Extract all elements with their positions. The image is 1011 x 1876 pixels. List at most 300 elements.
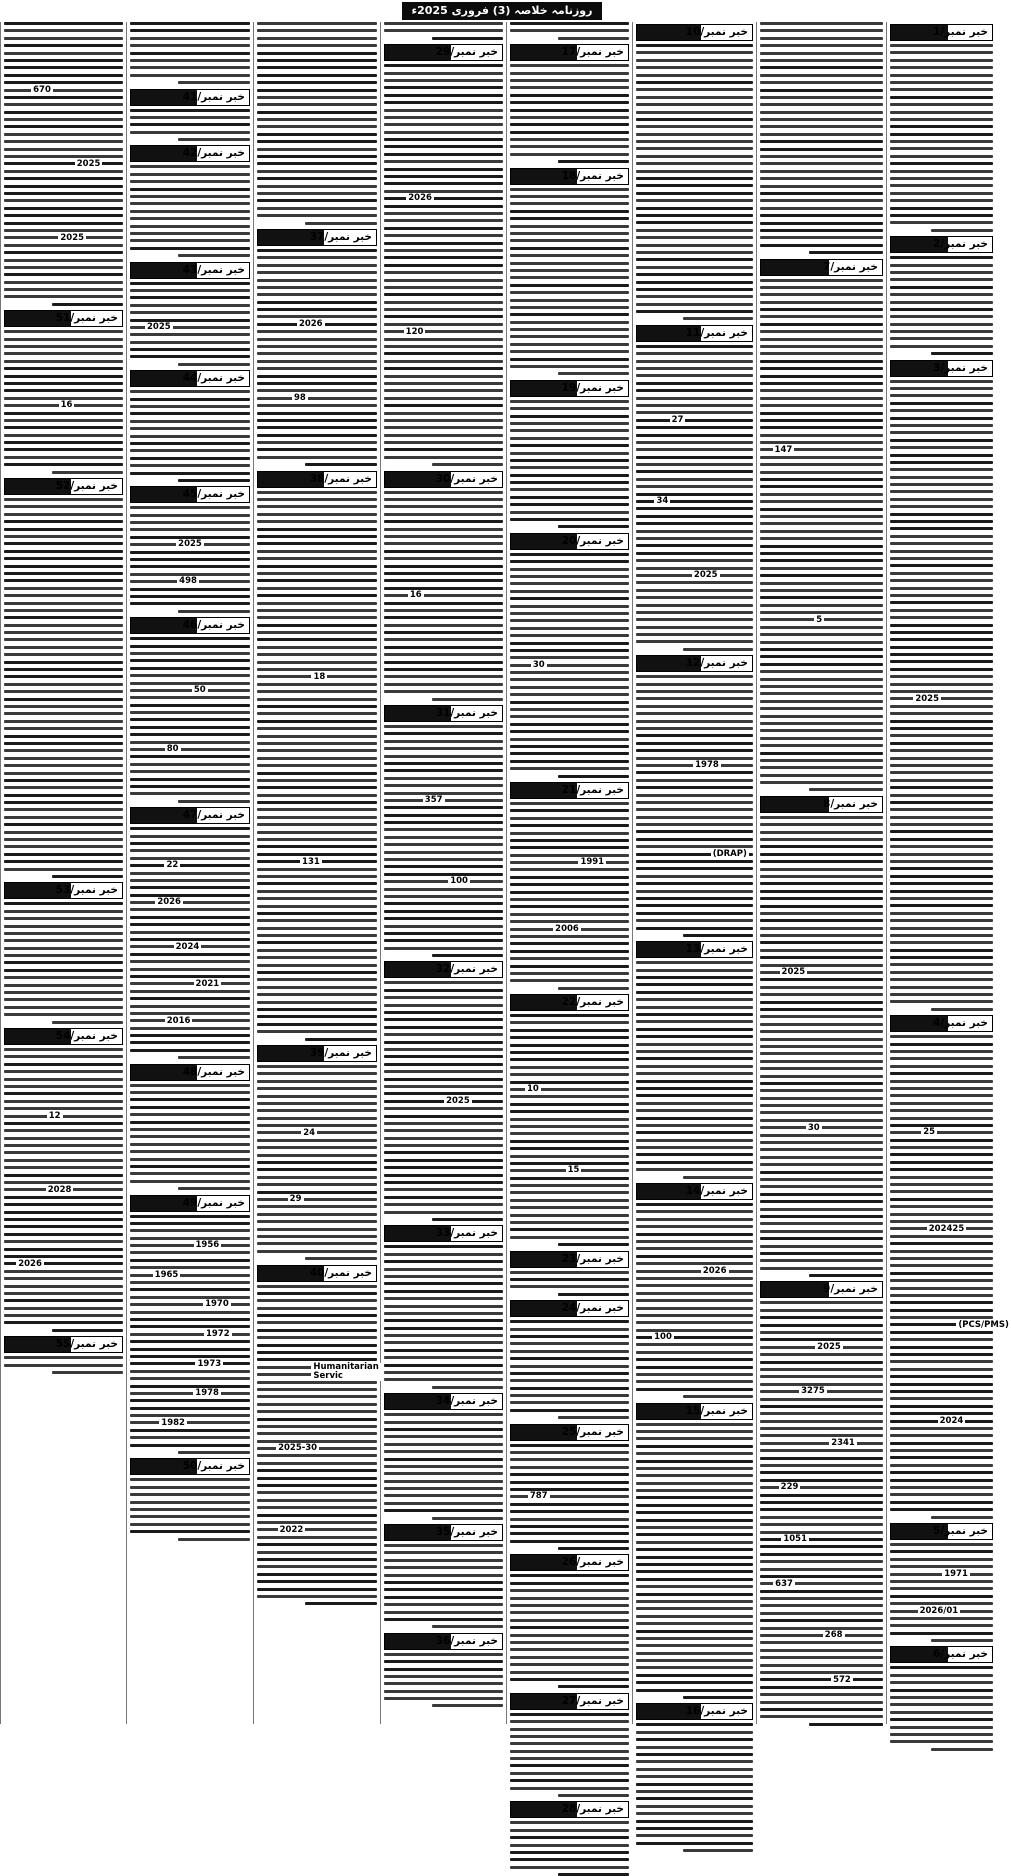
text-line <box>384 1509 503 1512</box>
inline-number: 34 <box>656 496 669 507</box>
text-line <box>130 1515 250 1518</box>
text-line <box>384 1697 503 1700</box>
text-line <box>130 1005 250 1008</box>
text-line <box>636 1834 753 1837</box>
text-line <box>257 1344 377 1347</box>
text-line <box>510 678 629 681</box>
text-line <box>636 604 753 607</box>
text-line <box>510 1597 629 1600</box>
text-line <box>636 1593 753 1596</box>
text-line <box>384 1203 503 1206</box>
text-line <box>760 1353 883 1356</box>
news-item-header <box>636 655 753 672</box>
inline-number: 2016 <box>166 1015 191 1026</box>
text-line <box>4 1055 123 1058</box>
text-line <box>384 1129 503 1132</box>
text-line <box>890 162 993 165</box>
text-line <box>4 808 123 811</box>
news-item <box>890 236 993 355</box>
text-line <box>130 59 250 62</box>
text-line <box>890 557 993 560</box>
text-line <box>384 1048 503 1051</box>
news-item-body <box>4 498 123 878</box>
text-line <box>510 597 629 600</box>
news-item-body <box>130 22 250 84</box>
text-line <box>890 51 993 54</box>
text-line <box>636 66 753 69</box>
news-item-header <box>760 259 883 276</box>
text-line <box>257 735 377 738</box>
text-line <box>890 278 993 281</box>
news-item <box>130 1195 250 1455</box>
text-line <box>257 286 377 289</box>
text-line <box>130 711 250 714</box>
text-line <box>257 638 377 641</box>
text-line <box>510 642 629 645</box>
text-line <box>890 1050 993 1053</box>
text-line <box>4 412 123 415</box>
news-item-header <box>510 168 629 185</box>
text-line <box>257 624 377 627</box>
text-line <box>257 1285 377 1288</box>
text-line <box>890 483 993 486</box>
text-line <box>636 1637 753 1640</box>
inline-number: 1970 <box>205 1299 229 1310</box>
text-line <box>384 426 503 429</box>
text-line <box>510 188 629 191</box>
text-line <box>636 192 753 195</box>
text-line <box>510 400 629 403</box>
text-line <box>257 177 377 180</box>
text-line <box>510 1118 629 1121</box>
text-line <box>636 867 753 870</box>
news-item-number: خبر نمبر/40 <box>309 1266 372 1279</box>
text-line <box>257 1381 377 1384</box>
text-line <box>130 1274 250 1277</box>
text-line <box>760 1097 883 1100</box>
text-line <box>636 1474 753 1477</box>
text-line <box>890 564 993 567</box>
text-line <box>636 1681 753 1684</box>
text-line <box>760 1001 883 1004</box>
text-line <box>257 66 377 69</box>
text-line <box>384 101 503 104</box>
inline-number: (PCS/PMS) <box>958 1319 1009 1330</box>
text-line <box>636 118 753 121</box>
text-line <box>636 352 753 355</box>
text-line <box>890 1726 993 1729</box>
text-line <box>4 1013 123 1016</box>
text-line <box>890 454 993 457</box>
text-line <box>384 397 503 400</box>
text-line <box>130 1172 250 1175</box>
text-line <box>510 94 629 97</box>
text-line <box>257 845 377 848</box>
text-line <box>890 934 993 937</box>
text-line <box>510 496 629 499</box>
text-line <box>890 476 993 479</box>
text-line <box>257 1015 377 1018</box>
text-line <box>257 727 377 730</box>
text-line <box>760 419 883 422</box>
text-line <box>130 1281 250 1284</box>
news-item-header <box>510 1554 629 1571</box>
text-line <box>384 602 503 605</box>
text-line <box>4 735 123 738</box>
text-line <box>130 551 250 554</box>
news-item-header <box>890 24 993 41</box>
text-line <box>384 1574 503 1577</box>
text-line <box>130 968 250 971</box>
news-item <box>130 370 250 482</box>
text-line <box>636 1124 753 1127</box>
text-line <box>130 558 250 561</box>
text-line <box>760 875 883 878</box>
text-line <box>510 466 629 469</box>
text-line <box>890 1000 993 1003</box>
article-column <box>506 22 632 1816</box>
text-line <box>890 1501 993 1504</box>
text-line <box>510 701 629 704</box>
text-line <box>384 1144 503 1147</box>
text-line <box>510 225 629 228</box>
text-line <box>510 1458 629 1461</box>
text-line <box>4 1159 123 1162</box>
text-line <box>130 109 250 112</box>
news-item-body <box>130 1084 250 1190</box>
news-item <box>384 705 503 957</box>
text-line <box>510 1357 629 1360</box>
text-line <box>890 971 993 974</box>
text-line <box>510 1648 629 1651</box>
text-line <box>130 1244 250 1247</box>
text-line <box>510 1155 629 1158</box>
text-line <box>384 448 503 451</box>
text-line <box>384 242 503 245</box>
text-line <box>510 1728 629 1731</box>
news-item <box>257 22 377 225</box>
news-item <box>130 1458 250 1540</box>
text-line <box>510 22 629 25</box>
text-line <box>558 37 629 40</box>
text-line <box>257 986 377 989</box>
news-item-header <box>257 1265 377 1282</box>
news-item-number: خبر نمبر/22 <box>561 996 624 1009</box>
news-item <box>384 1633 503 1708</box>
text-line <box>636 1768 753 1771</box>
text-line <box>760 81 883 84</box>
text-line <box>510 745 629 748</box>
text-line <box>636 1827 753 1830</box>
text-line <box>4 624 123 627</box>
inline-number: 1956 <box>195 1240 220 1251</box>
news-item <box>760 22 883 254</box>
text-line <box>760 752 883 755</box>
text-line <box>890 1257 993 1260</box>
text-line <box>4 192 123 195</box>
text-line <box>384 1004 503 1007</box>
news-item <box>636 1703 753 1852</box>
text-line <box>257 271 377 274</box>
text-line <box>510 1656 629 1659</box>
text-line <box>760 1038 883 1041</box>
text-line <box>760 964 883 967</box>
text-line <box>384 419 503 422</box>
text-line <box>384 131 503 134</box>
text-line <box>636 258 753 261</box>
text-line <box>890 646 993 649</box>
news-item-number: خبر نمبر/18 <box>561 169 624 182</box>
inline-number: 2006 <box>555 923 579 934</box>
text-line <box>384 1544 503 1547</box>
text-line <box>257 389 377 392</box>
text-line <box>384 72 503 75</box>
text-line <box>890 779 993 782</box>
text-line <box>4 1181 123 1184</box>
text-line <box>4 456 123 459</box>
text-line <box>384 653 503 656</box>
text-line <box>558 987 629 990</box>
text-line <box>760 426 883 429</box>
text-line <box>257 434 377 437</box>
text-line <box>760 905 883 908</box>
text-line <box>890 978 993 981</box>
text-line <box>760 552 883 555</box>
text-line <box>510 1611 629 1614</box>
inline-number: 2025 <box>178 539 202 550</box>
text-line <box>130 1041 250 1044</box>
text-line <box>890 1131 993 1134</box>
text-line <box>890 1587 993 1590</box>
text-line <box>4 853 123 856</box>
text-line <box>4 389 123 392</box>
text-line <box>890 330 993 333</box>
text-line <box>890 1397 993 1400</box>
text-line <box>384 690 503 693</box>
news-item <box>760 259 883 792</box>
text-line <box>890 1580 993 1583</box>
article-column <box>253 22 380 1724</box>
text-line <box>130 210 250 213</box>
text-line <box>510 913 629 916</box>
news-item-body <box>257 1065 377 1260</box>
text-line <box>305 1257 377 1260</box>
inline-number: 22 <box>166 860 179 871</box>
text-line <box>4 382 123 385</box>
text-line <box>384 1297 503 1300</box>
news-item-header <box>257 1045 377 1062</box>
text-line <box>510 437 629 440</box>
text-line <box>178 479 250 482</box>
text-line <box>257 59 377 62</box>
text-line <box>130 52 250 55</box>
news-item-header <box>636 325 753 342</box>
text-line <box>890 579 993 582</box>
text-line <box>4 917 123 920</box>
text-line <box>130 333 250 336</box>
news-item <box>130 89 250 142</box>
news-item-body <box>510 1444 629 1550</box>
text-line <box>636 493 753 496</box>
text-line <box>130 1012 250 1015</box>
text-line <box>636 1482 753 1485</box>
text-line <box>890 380 993 383</box>
text-line <box>890 140 993 143</box>
text-line <box>760 1331 883 1334</box>
text-line <box>178 81 250 84</box>
text-line <box>384 594 503 597</box>
text-line <box>636 1343 753 1346</box>
text-line <box>510 195 629 198</box>
text-line <box>384 947 503 950</box>
text-line <box>130 472 250 475</box>
text-line <box>178 254 250 257</box>
text-line <box>510 1444 629 1447</box>
text-line <box>384 1268 503 1271</box>
text-line <box>130 289 250 292</box>
text-line <box>4 1078 123 1081</box>
text-line <box>384 301 503 304</box>
text-line <box>510 1574 629 1577</box>
text-line <box>636 1652 753 1655</box>
text-line <box>760 1075 883 1078</box>
text-line <box>510 1663 629 1666</box>
text-line <box>890 1375 993 1378</box>
text-line <box>4 557 123 560</box>
text-line <box>178 800 250 803</box>
text-line <box>4 1364 123 1367</box>
text-line <box>4 823 123 826</box>
text-line <box>890 1287 993 1290</box>
text-line <box>4 838 123 841</box>
news-item-header <box>636 1183 753 1200</box>
news-item-number: خبر نمبر/11 <box>685 326 748 339</box>
text-line <box>130 755 250 758</box>
news-item-body <box>890 44 993 232</box>
text-line <box>510 202 629 205</box>
text-line <box>130 123 250 126</box>
text-line <box>760 1649 883 1652</box>
text-line <box>636 1812 753 1815</box>
text-line <box>890 520 993 523</box>
text-line <box>130 1325 250 1328</box>
news-item-body <box>510 1821 629 1876</box>
text-line <box>636 44 753 47</box>
text-line <box>760 1545 883 1548</box>
text-line <box>384 1596 503 1599</box>
text-line <box>130 442 250 445</box>
text-line <box>510 686 629 689</box>
inline-number: 1971 <box>944 1568 968 1579</box>
text-line <box>384 315 503 318</box>
inline-number: 147 <box>774 444 793 455</box>
text-line <box>384 1618 503 1621</box>
news-item <box>130 145 250 257</box>
text-line <box>510 306 629 309</box>
text-line <box>384 1275 503 1278</box>
news-item <box>510 22 629 40</box>
text-line <box>636 1262 753 1265</box>
text-line <box>760 737 883 740</box>
text-line <box>384 683 503 686</box>
text-line <box>510 365 629 368</box>
text-line <box>890 594 993 597</box>
text-line <box>636 983 753 986</box>
text-line <box>384 910 503 913</box>
text-line <box>384 197 503 200</box>
text-line <box>510 568 629 571</box>
text-line <box>257 905 377 908</box>
text-line <box>130 931 250 934</box>
text-line <box>636 1460 753 1463</box>
text-line <box>257 1484 377 1487</box>
text-line <box>760 29 883 32</box>
text-line <box>760 1060 883 1063</box>
text-line <box>890 177 993 180</box>
inline-number: 229 <box>780 1482 799 1493</box>
text-line <box>257 1491 377 1494</box>
text-line <box>636 111 753 114</box>
text-line <box>760 919 883 922</box>
text-line <box>384 1653 503 1656</box>
text-line <box>760 1656 883 1659</box>
text-line <box>130 348 250 351</box>
text-line <box>890 111 993 114</box>
text-line <box>558 1243 629 1246</box>
text-line <box>890 1250 993 1253</box>
text-line <box>4 338 123 341</box>
text-line <box>510 1713 629 1716</box>
text-line <box>510 415 629 418</box>
text-line <box>890 690 993 693</box>
text-line <box>636 1533 753 1536</box>
text-line <box>257 1250 377 1253</box>
text-line <box>636 1006 753 1009</box>
text-line <box>257 897 377 900</box>
text-line <box>257 330 377 333</box>
text-line <box>760 1641 883 1644</box>
news-item <box>510 994 629 1246</box>
text-line <box>130 165 250 168</box>
text-line <box>636 1600 753 1603</box>
text-line <box>760 463 883 466</box>
text-line <box>890 1602 993 1605</box>
article-column <box>380 22 506 1724</box>
news-item <box>890 1523 993 1642</box>
news-item <box>760 1281 883 1725</box>
text-line <box>510 210 629 213</box>
text-line <box>636 1321 753 1324</box>
text-line <box>760 715 883 718</box>
text-line <box>130 872 250 875</box>
text-line <box>384 747 503 750</box>
text-line <box>636 1072 753 1075</box>
text-line <box>130 1355 250 1358</box>
news-item-number: خبر نمبر/6 <box>933 1648 988 1661</box>
text-line <box>257 1008 377 1011</box>
text-line <box>760 308 883 311</box>
text-line <box>130 864 250 867</box>
text-line <box>257 1565 377 1568</box>
text-line <box>890 1102 993 1105</box>
news-item-body <box>510 1271 629 1296</box>
news-item-body <box>130 1215 250 1455</box>
text-line <box>760 1316 883 1319</box>
text-line <box>384 279 503 282</box>
text-line <box>760 596 883 599</box>
text-line <box>257 808 377 811</box>
text-line <box>890 830 993 833</box>
